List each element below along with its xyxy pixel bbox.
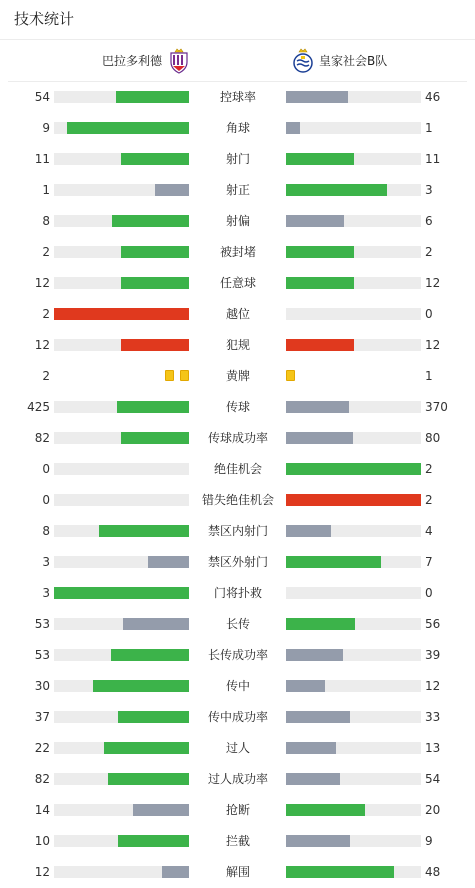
stat-row: [0, 237, 475, 268]
away-stat-bar: [286, 246, 421, 258]
away-stat-value: 2: [425, 462, 433, 476]
stat-label: 过人成功率: [207, 772, 268, 786]
home-stat-value: 14: [34, 803, 50, 817]
away-stat-bar: [286, 587, 421, 599]
away-stat-bar-fill: [286, 711, 350, 723]
home-stat-bar: [54, 773, 189, 785]
away-stat-bar-fill: [286, 122, 300, 134]
away-stat-bar-fill: [286, 773, 340, 785]
home-stat-bar: [54, 401, 189, 413]
home-stat-bar-fill: [118, 835, 189, 847]
away-stat-bar: [286, 525, 421, 537]
home-stat-value: 3: [42, 586, 50, 600]
away-stat-value: 46: [425, 90, 441, 104]
stat-row: [0, 144, 475, 175]
home-stat-value: 82: [34, 772, 50, 786]
away-stat-bar-fill: [286, 618, 355, 630]
away-stat-value: 1: [425, 121, 433, 135]
stat-row: [0, 454, 475, 485]
away-team[interactable]: [292, 40, 387, 81]
stat-label: 控球率: [219, 90, 256, 104]
away-stat-value: 48: [425, 865, 441, 879]
away-stat-bar: [286, 649, 421, 661]
stat-row: [0, 206, 475, 237]
away-stat-bar: [286, 91, 421, 103]
stat-row: [0, 516, 475, 547]
away-stat-bar-fill: [286, 494, 421, 506]
stat-label: 禁区外射门: [207, 555, 268, 569]
stat-label: 传中成功率: [207, 710, 268, 724]
away-stat-bar: [286, 463, 421, 475]
home-stat-value: 8: [42, 214, 50, 228]
home-stat-bar-fill: [99, 525, 189, 537]
away-stat-bar: [286, 618, 421, 630]
home-stat-bar: [54, 432, 189, 444]
home-stat-value: 82: [34, 431, 50, 445]
stat-label: 越位: [225, 307, 250, 321]
away-stat-value: 7: [425, 555, 433, 569]
away-stat-value: 370: [425, 400, 448, 414]
home-stat-bar-fill: [155, 184, 189, 196]
away-stat-value: 13: [425, 741, 441, 755]
home-stat-bar: [54, 804, 189, 816]
home-stat-bar-fill: [121, 339, 189, 351]
stat-row: [0, 299, 475, 330]
home-stat-bar-fill: [118, 711, 189, 723]
stat-label: 长传成功率: [207, 648, 268, 662]
away-stat-bar-fill: [286, 339, 354, 351]
stat-row: [0, 857, 475, 888]
stat-row: [0, 702, 475, 733]
home-stat-value: 37: [34, 710, 50, 724]
home-stat-bar-fill: [117, 401, 189, 413]
away-stat-bar-fill: [286, 835, 350, 847]
yellow-card-icon: [165, 370, 174, 381]
away-stat-bar-fill: [286, 742, 336, 754]
away-stat-bar: [286, 742, 421, 754]
stat-row: [0, 578, 475, 609]
stat-label: 黄牌: [225, 369, 250, 383]
home-stat-value: 22: [34, 741, 50, 755]
home-stat-bar: [54, 835, 189, 847]
home-stat-value: 9: [42, 121, 50, 135]
home-stat-bar: [54, 587, 189, 599]
stat-label: 抢断: [225, 803, 250, 817]
home-stat-bar: [54, 339, 189, 351]
home-stat-value: 3: [42, 555, 50, 569]
home-stat-bar: [54, 215, 189, 227]
stat-row: [0, 485, 475, 516]
away-stat-value: 4: [425, 524, 433, 538]
away-stat-bar: [286, 308, 421, 320]
home-stat-value: 11: [34, 152, 50, 166]
home-stat-value: 30: [34, 679, 50, 693]
away-stat-value: 12: [425, 276, 441, 290]
home-stat-bar: [54, 649, 189, 661]
away-stat-bar-fill: [286, 525, 331, 537]
stat-label: 长传: [225, 617, 250, 631]
stat-label: 角球: [225, 121, 250, 135]
stat-row: [0, 113, 475, 144]
stat-row: [0, 764, 475, 795]
away-stat-bar: [286, 804, 421, 816]
stat-label: 传球成功率: [207, 431, 268, 445]
away-stat-bar-fill: [286, 556, 381, 568]
stat-row: [0, 733, 475, 764]
away-stat-value: 2: [425, 245, 433, 259]
stat-row: [0, 392, 475, 423]
away-stat-bar-fill: [286, 277, 354, 289]
away-stat-bar: [286, 277, 421, 289]
stat-row: [0, 640, 475, 671]
stat-row: [0, 361, 475, 392]
home-stat-bar-fill: [148, 556, 189, 568]
home-stat-bar-fill: [104, 742, 189, 754]
away-stat-bar-fill: [286, 804, 365, 816]
away-stat-value: 0: [425, 307, 433, 321]
away-stat-bar: [286, 711, 421, 723]
away-stat-value: 12: [425, 679, 441, 693]
stat-label: 射偏: [225, 214, 250, 228]
away-stat-bar-fill: [286, 215, 344, 227]
away-stat-bar-fill: [286, 432, 353, 444]
home-stat-bar-fill: [54, 587, 189, 599]
home-stat-bar-fill: [133, 804, 189, 816]
home-stat-bar-fill: [162, 866, 189, 878]
home-stat-bar-fill: [121, 277, 189, 289]
away-stat-bar: [286, 432, 421, 444]
home-stat-bar: [54, 277, 189, 289]
home-stat-value: 53: [34, 648, 50, 662]
home-stat-bar: [54, 246, 189, 258]
away-stat-bar: [286, 401, 421, 413]
stat-row: [0, 82, 475, 113]
home-stat-value: 425: [27, 400, 50, 414]
away-stat-value: 2: [425, 493, 433, 507]
away-stat-bar-fill: [286, 680, 325, 692]
home-stat-bar-fill: [116, 91, 189, 103]
home-stat-bar-fill: [111, 649, 189, 661]
home-stat-value: 10: [34, 834, 50, 848]
away-stat-bar-fill: [286, 153, 354, 165]
away-stat-bar: [286, 184, 421, 196]
away-stat-bar: [286, 122, 421, 134]
away-stat-value: 11: [425, 152, 441, 166]
away-stat-value: 80: [425, 431, 441, 445]
away-stat-bar-fill: [286, 246, 354, 258]
home-stat-bar: [54, 308, 189, 320]
stat-label: 解围: [225, 865, 250, 879]
home-stat-bar-fill: [121, 432, 189, 444]
away-stat-value: 1: [425, 369, 433, 383]
home-stat-bar: [54, 153, 189, 165]
away-yellow-cards: [286, 370, 421, 382]
home-stat-value: 0: [42, 493, 50, 507]
stat-row: [0, 423, 475, 454]
stat-row: [0, 175, 475, 206]
away-stat-bar-fill: [286, 463, 421, 475]
stat-row: [0, 795, 475, 826]
home-stat-value: 54: [34, 90, 50, 104]
home-stat-bar: [54, 184, 189, 196]
away-stat-bar: [286, 494, 421, 506]
stat-label: 犯规: [225, 338, 250, 352]
stat-row: [0, 671, 475, 702]
home-stat-bar: [54, 463, 189, 475]
home-stat-value: 2: [42, 307, 50, 321]
stat-label: 被封堵: [219, 245, 256, 259]
away-stat-bar-fill: [286, 649, 343, 661]
home-stat-bar: [54, 525, 189, 537]
home-stat-value: 8: [42, 524, 50, 538]
home-stat-bar: [54, 91, 189, 103]
home-yellow-cards: [54, 370, 189, 382]
stat-label: 射正: [225, 183, 250, 197]
stat-label: 拦截: [225, 834, 250, 848]
home-stat-bar-fill: [67, 122, 189, 134]
team-header: [8, 40, 467, 82]
home-stat-bar: [54, 742, 189, 754]
home-team[interactable]: [102, 40, 190, 81]
home-stat-value: 12: [34, 865, 50, 879]
home-stat-value: 2: [42, 369, 50, 383]
stat-label: 任意球: [219, 276, 256, 290]
home-stat-bar: [54, 866, 189, 878]
real-sociedad-crest-icon: [292, 48, 314, 74]
away-stat-value: 56: [425, 617, 441, 631]
home-stat-bar: [54, 618, 189, 630]
away-stat-value: 9: [425, 834, 433, 848]
away-stat-value: 0: [425, 586, 433, 600]
stat-row: [0, 826, 475, 857]
home-team-name: 巴拉多利德: [102, 54, 163, 68]
stat-label: 门将扑救: [213, 586, 262, 600]
home-stat-bar: [54, 494, 189, 506]
home-stat-value: 12: [34, 276, 50, 290]
away-stat-bar-fill: [286, 401, 349, 413]
away-stat-bar: [286, 339, 421, 351]
away-stat-value: 3: [425, 183, 433, 197]
away-stat-bar: [286, 215, 421, 227]
section-title: 技术统计: [0, 0, 475, 40]
away-stat-bar: [286, 835, 421, 847]
away-stat-value: 33: [425, 710, 441, 724]
home-stat-bar-fill: [112, 215, 189, 227]
away-stat-bar-fill: [286, 184, 387, 196]
away-team-name: 皇家社会B队: [319, 54, 388, 68]
home-stat-bar-fill: [121, 246, 189, 258]
away-stat-bar-fill: [286, 91, 348, 103]
stat-row: [0, 330, 475, 361]
stat-label: 绝佳机会: [213, 462, 262, 476]
away-stat-value: 20: [425, 803, 441, 817]
stat-label: 传球: [225, 400, 250, 414]
home-stat-bar-fill: [54, 308, 189, 320]
home-stat-bar-fill: [121, 153, 189, 165]
home-stat-value: 1: [42, 183, 50, 197]
home-stat-value: 12: [34, 338, 50, 352]
home-stat-value: 0: [42, 462, 50, 476]
stat-label: 禁区内射门: [207, 524, 268, 538]
stat-row: [0, 547, 475, 578]
away-stat-value: 39: [425, 648, 441, 662]
home-stat-bar-fill: [108, 773, 189, 785]
yellow-card-icon: [286, 370, 295, 381]
away-stat-value: 54: [425, 772, 441, 786]
away-stat-bar: [286, 866, 421, 878]
away-stat-value: 6: [425, 214, 433, 228]
stat-label: 错失绝佳机会: [201, 493, 274, 507]
stat-row: [0, 609, 475, 640]
home-stat-bar: [54, 711, 189, 723]
stat-label: 射门: [225, 152, 250, 166]
away-stat-bar: [286, 556, 421, 568]
home-stat-bar: [54, 680, 189, 692]
home-stat-bar: [54, 122, 189, 134]
home-stat-bar-fill: [123, 618, 189, 630]
home-stat-value: 53: [34, 617, 50, 631]
away-stat-bar: [286, 680, 421, 692]
away-stat-bar: [286, 773, 421, 785]
away-stat-bar-fill: [286, 866, 394, 878]
away-stat-value: 12: [425, 338, 441, 352]
stat-label: 过人: [225, 741, 250, 755]
yellow-card-icon: [180, 370, 189, 381]
home-stat-value: 2: [42, 245, 50, 259]
home-stat-bar: [54, 556, 189, 568]
away-stat-bar: [286, 153, 421, 165]
home-stat-bar-fill: [93, 680, 189, 692]
real-valladolid-crest-icon: [168, 48, 190, 74]
stat-label: 传中: [225, 679, 250, 693]
stat-row: [0, 268, 475, 299]
